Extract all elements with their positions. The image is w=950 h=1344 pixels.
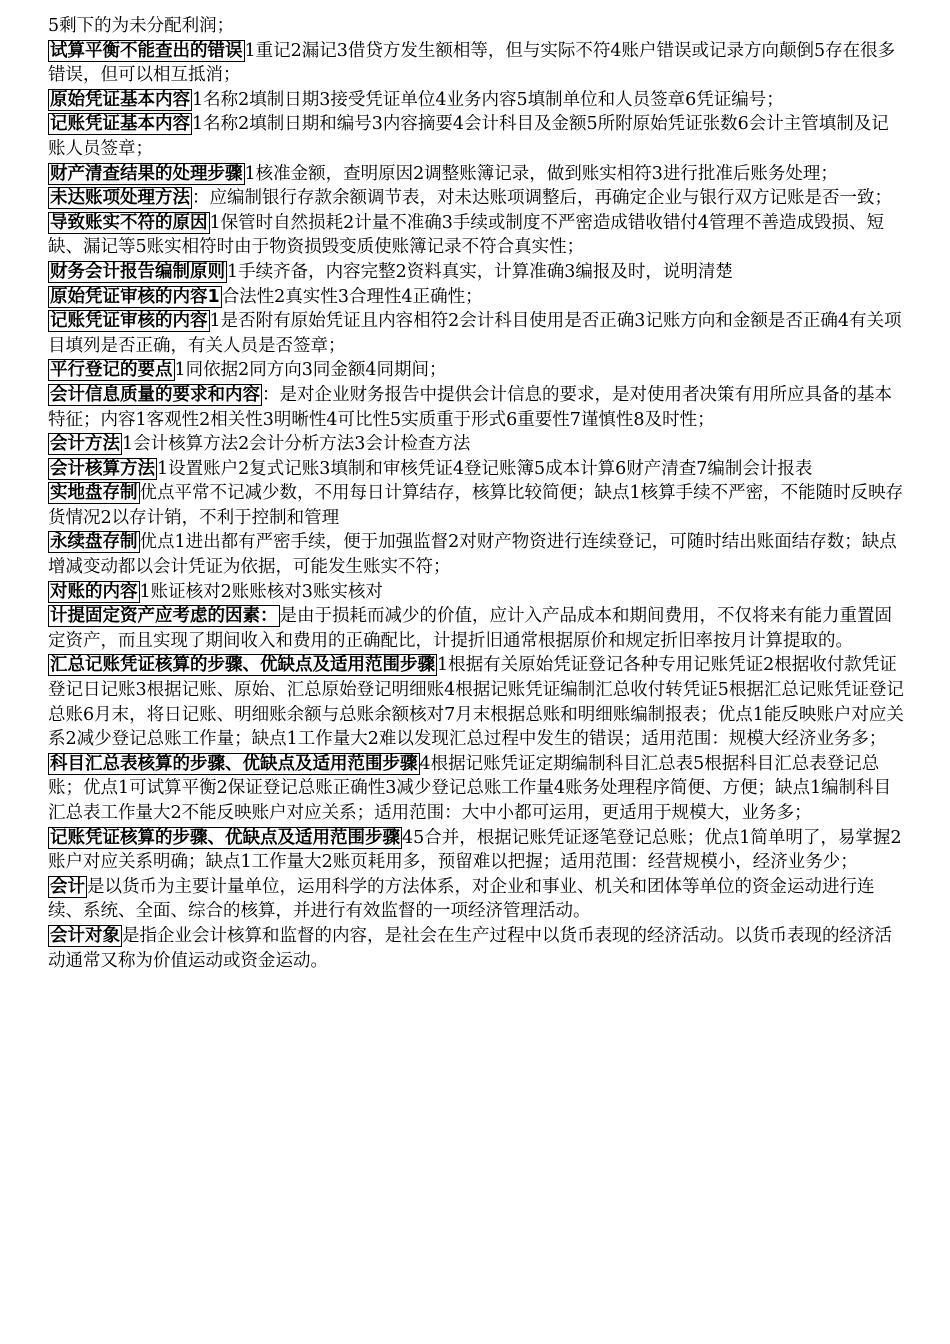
entry-text: ：是对企业财务报告中提供会计信息的要求，是对使用者决策有用所应具备的基本特征；内容1客观性2相关性3明晰性4可比性5实质重于形式6重要性7谨慎性8及时性； bbox=[48, 384, 892, 430]
entry-text: 1手续齐备，内容完整2资料真实，计算准确3编报及时，说明清楚 bbox=[227, 261, 733, 282]
entry-text: 1重记2漏记3借贷方发生额相等，但与实际不符4账户错误或记录方向颠倒5存在很多错误，但可以相互抵消； bbox=[48, 40, 896, 86]
entry-term: 试算平衡不能查出的错误 bbox=[50, 40, 243, 61]
entry-text: 1名称2填制日期3接受凭证单位4业务内容5填制单位和人员签章6凭证编号； bbox=[192, 89, 784, 110]
entry-periodic-inventory bbox=[48, 481, 904, 530]
entry-term: 会计 bbox=[50, 876, 85, 897]
entry-term: 汇总记账凭证核算的步骤、优缺点及适用范围步骤 bbox=[50, 655, 435, 676]
entry-outstanding-items bbox=[48, 186, 904, 211]
entry-summary-voucher-method bbox=[48, 653, 904, 751]
entry-term: 会计方法 bbox=[50, 434, 120, 455]
entry-accounting-object bbox=[48, 924, 904, 973]
entry-text: 1是否附有原始凭证且内容相符2会计科目使用是否正确3记账方向和金额是否正确4有关项目填列是否正确，有关人员是否签章； bbox=[48, 311, 902, 356]
entry-term: 财产清查结果的处理步骤 bbox=[50, 163, 243, 184]
entry-parallel-posting bbox=[48, 358, 904, 383]
entry-text: 1核准金额，查明原因2调整账簿记录，做到账实相符3进行批准后账务处理； bbox=[244, 163, 838, 184]
entry-inventory-check-steps bbox=[48, 162, 904, 187]
entry-mismatch-causes bbox=[48, 211, 904, 260]
entry-undistributed-profit bbox=[48, 14, 904, 39]
entry-text: 1设置账户2复式记账3填制和审核凭证4登记账簿5成本计算6财产清查7编制会计报表 bbox=[157, 458, 813, 479]
entry-source-voucher-contents bbox=[48, 88, 904, 113]
entry-term: 会计对象 bbox=[50, 925, 120, 946]
entry-report-principles bbox=[48, 260, 904, 285]
entry-depreciation-factors bbox=[48, 604, 904, 653]
entry-text: ：应编制银行存款余额调节表，对未达账项调整后，再确定企业与银行双方记账是否一致； bbox=[192, 188, 892, 209]
entry-text: 45合并，根据记账凭证逐笔登记总账；优点1简单明了，易掌握2账户对应关系明确；缺点1工作量大2账页耗用多，预留难以把握；适用范围：经营规模小，经济业务少； bbox=[48, 827, 902, 873]
entry-term: 原始凭证审核的内容1 bbox=[50, 286, 220, 307]
entry-accounting-definition bbox=[48, 875, 904, 924]
entry-text: 是指企业会计核算和监督的内容，是社会在生产过程中以货币表现的经济活动。以货币表现的经济活动通常又称为价值运动或资金运动。 bbox=[48, 925, 892, 971]
entry-bookkeeping-voucher-contents bbox=[48, 112, 904, 161]
entry-text: 1同依据2同方向3同金额4同期间； bbox=[174, 360, 447, 381]
entry-account-summary-method bbox=[48, 752, 904, 826]
entry-text: 1保管时自然损耗2计量不准确3手续或制度不严密造成错收错付4管理不善造成毁损、短缺、漏记等5账实相符时由于物资损毁变质使账簿记录不符合真实性； bbox=[48, 212, 885, 258]
entry-text: 是由于损耗而减少的价值，应计入产品成本和期间费用，不仅将来有能力重置固定资产，而且实现了期间收入和费用的正确配比，计提折旧通常根据原价和规定折旧率按月计算提取的。 bbox=[48, 606, 892, 651]
entry-text: 是以货币为主要计量单位，运用科学的方法体系，对企业和事业、机关和团体等单位的资金运动进行连续、系统、全面、综合的核算，并进行有效监督的一项经济管理活动。 bbox=[48, 876, 875, 922]
entry-term: 永续盘存制 bbox=[50, 532, 138, 553]
entry-term: 未达账项处理方法 bbox=[50, 188, 190, 209]
entry-text: 1账证核对2账账核对3账实核对 bbox=[139, 581, 383, 602]
entry-term: 对账的内容 bbox=[50, 581, 138, 602]
entry-info-quality bbox=[48, 383, 904, 432]
entry-trial-balance-errors bbox=[48, 39, 904, 88]
entry-text: 4根据记账凭证定期编制科目汇总表5根据科目汇总表登记总账；优点1可试算平衡2保证登记总账正确性3减少登记总账工作量4账务处理程序简便、方便；缺点1编制科目汇总表工作量大2不能反映账户对应关系；适用范围：大中小都可运用，更适用于规模大，业务多； bbox=[48, 753, 892, 823]
entry-text: 5剩下的为未分配利润； bbox=[48, 16, 235, 36]
entry-term: 平行登记的要点 bbox=[50, 360, 173, 381]
entry-term: 计提固定资产应考虑的因素： bbox=[50, 606, 278, 627]
entry-text: 1名称2填制日期和编号3内容摘要4会计科目及金额5所附原始凭证张数6会计主管填制及记账人员签章； bbox=[48, 114, 889, 159]
entry-term: 记账凭证审核的内容 bbox=[50, 311, 208, 332]
entry-term: 科目汇总表核算的步骤、优缺点及适用范围步骤 bbox=[50, 753, 418, 774]
entry-term: 原始凭证基本内容 bbox=[50, 89, 190, 110]
entry-accounting-core-methods bbox=[48, 457, 904, 482]
entry-source-voucher-review bbox=[48, 285, 904, 310]
entry-voucher-method bbox=[48, 826, 904, 875]
entry-reconciliation bbox=[48, 580, 904, 605]
entry-term: 记账凭证基本内容 bbox=[50, 114, 190, 135]
entry-term: 会计核算方法 bbox=[50, 458, 155, 479]
entry-term: 导致账实不符的原因 bbox=[50, 212, 208, 233]
entry-bookkeeping-voucher-review bbox=[48, 309, 904, 358]
entry-term: 会计信息质量的要求和内容 bbox=[50, 384, 260, 405]
entry-accounting-methods bbox=[48, 432, 904, 457]
entry-term: 实地盘存制 bbox=[50, 483, 138, 504]
entry-perpetual-inventory bbox=[48, 530, 904, 579]
entry-text: 优点平常不记减少数，不用每日计算结存，核算比较简便；缺点1核算手续不严密，不能随时反映存货情况2以存计销，不利于控制和管理 bbox=[48, 483, 904, 528]
entry-term: 财务会计报告编制原则 bbox=[50, 261, 225, 282]
entry-term: 记账凭证核算的步骤、优缺点及适用范围步骤 bbox=[50, 827, 400, 848]
entry-text: 优点1进出都有严密手续，便于加强监督2对财产物资进行连续登记，可随时结出账面结存数；缺点增减变动都以会计凭证为依据，可能发生账实不符； bbox=[48, 532, 897, 578]
entry-text: 1会计核算方法2会计分析方法3会计检查方法 bbox=[122, 434, 471, 455]
entry-text: 合法性2真实性3合理性4正确性； bbox=[221, 286, 483, 307]
entry-text: 1根据有关原始凭证登记各种专用记账凭证2根据收付款凭证登记日记账3根据记账、原始、汇总原始登记明细账4根据记账凭证编制汇总收付转凭证5根据汇总记账凭证登记总账6月末，将日记账、明细账余额与总账余额核对7月末根据总账和明细账编制报表；优点1能反映账户对应关系2减少登记总账工作量；缺点1工作量大2难以发现汇总过程中发生的错误；适用范围：规模大经济业务多； bbox=[48, 655, 904, 750]
